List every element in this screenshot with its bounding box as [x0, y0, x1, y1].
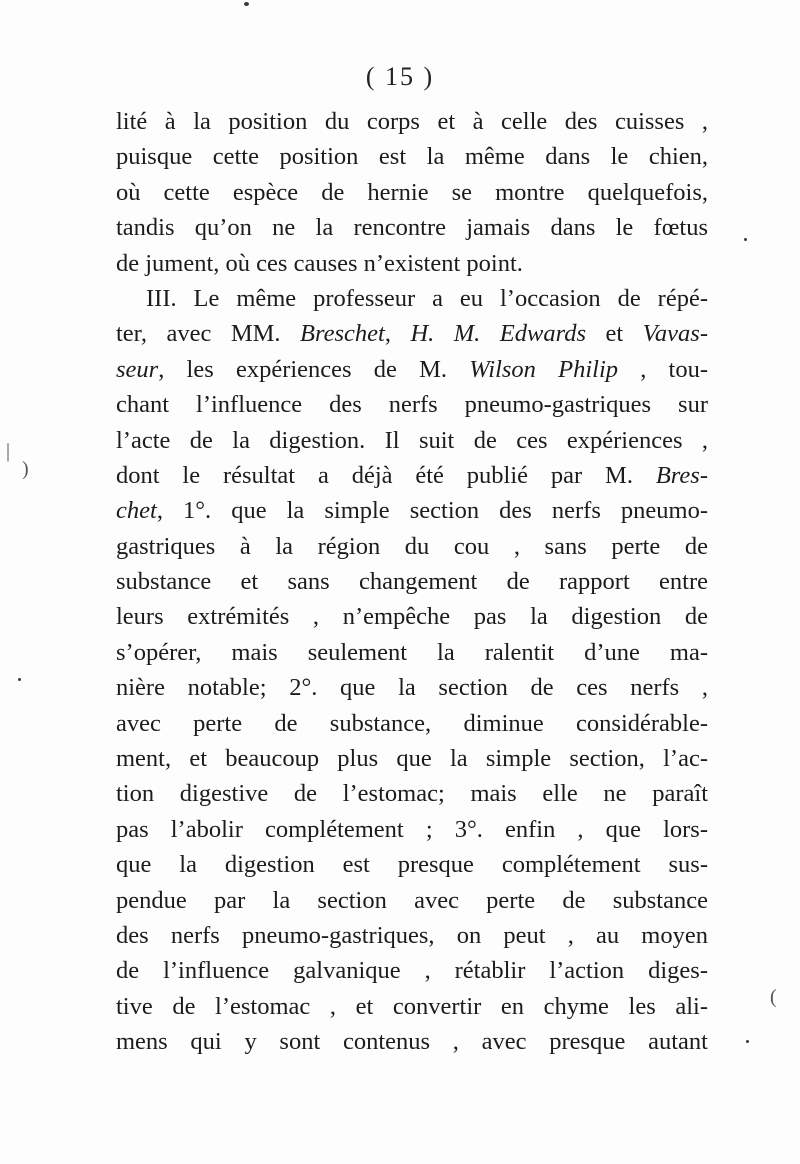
- text-segment: nière notable; 2°. que la section de ces nerfs ,: [116, 674, 708, 702]
- text-segment: l’acte de la digestion. Il suit de ces expériences ,: [116, 426, 708, 454]
- italic-name: Wilson Philip: [469, 355, 619, 383]
- text-segment: avec perte de substance, diminue considérable-: [116, 709, 708, 737]
- text-segment: ter, avec MM.: [116, 320, 301, 348]
- text-line: [116, 104, 708, 139]
- text-segment: où cette espèce de hernie se montre quelquefois,: [116, 178, 708, 206]
- text-segment: de l’influence galvanique , rétablir l’action diges-: [116, 957, 708, 985]
- scan-speck: [18, 678, 21, 681]
- text-segment: lité à la position du corps et à celle des cuisses ,: [116, 108, 708, 135]
- margin-mark: ): [22, 458, 29, 480]
- text-segment: s’opérer, mais seulement la ralentit d’une ma-: [116, 638, 708, 666]
- text-segment: de jument, où ces causes n’existent point.: [116, 249, 523, 277]
- body-text: [116, 104, 708, 1060]
- text-segment: , les expériences de M.: [158, 355, 470, 383]
- text-line: [116, 316, 708, 351]
- italic-name: seur: [116, 355, 159, 383]
- text-segment: que la digestion est presque complétement sus-: [116, 851, 708, 879]
- italic-name: Breschet: [300, 320, 385, 348]
- text-line: [116, 175, 708, 210]
- text-segment: mens qui y sont contenus , avec presque autant: [116, 1028, 708, 1056]
- text-line: [116, 529, 708, 564]
- text-segment: , tou-: [618, 355, 709, 383]
- text-segment: tive de l’estomac , et convertir en chyme les ali-: [116, 992, 708, 1020]
- text-segment: substance et sans changement de rapport entre: [116, 568, 708, 596]
- text-line: [116, 246, 708, 281]
- text-segment: , 1°. que la simple section des nerfs pneumo-: [156, 497, 708, 525]
- italic-name: chet: [116, 497, 157, 525]
- text-segment: ,: [384, 320, 411, 348]
- text-line: [116, 1024, 708, 1059]
- scan-speck: [746, 1040, 749, 1043]
- text-line: [116, 210, 708, 245]
- text-segment: puisque cette position est la même dans le chien,: [116, 143, 708, 171]
- text-line: [116, 918, 708, 953]
- text-segment: des nerfs pneumo-gastriques, on peut , au moyen: [116, 921, 708, 949]
- text-line: [116, 883, 708, 918]
- text-line: [116, 423, 708, 458]
- text-line: [116, 847, 708, 882]
- text-line: [116, 741, 708, 776]
- text-line: [116, 599, 708, 634]
- text-line: [116, 953, 708, 988]
- scan-speck: [744, 238, 747, 241]
- text-line: [116, 352, 708, 387]
- text-line: [116, 706, 708, 741]
- text-line: [116, 776, 708, 811]
- italic-name: H. M. Edwards: [410, 320, 586, 348]
- text-line: [116, 387, 708, 422]
- text-segment: chant l’influence des nerfs pneumo-gastriques sur: [116, 391, 708, 419]
- text-segment: tion digestive de l’estomac; mais elle ne paraît: [116, 780, 708, 808]
- text-line: [116, 635, 708, 670]
- text-line: [116, 812, 708, 847]
- text-line: [116, 139, 708, 174]
- text-line: [116, 281, 708, 316]
- margin-mark: (: [770, 986, 777, 1008]
- page-number: ( 15 ): [365, 62, 435, 91]
- text-segment: dont le résultat a déjà été publié par M.: [116, 461, 656, 489]
- text-segment: III. Le même professeur a eu l’occasion de répé-: [146, 284, 708, 312]
- text-line: [116, 989, 708, 1024]
- text-segment: leurs extrémités , n’empêche pas la digestion de: [116, 603, 708, 631]
- text-segment: tandis qu’on ne la rencontre jamais dans le fœtus: [116, 214, 708, 242]
- text-segment: ment, et beaucoup plus que la simple section, l’ac-: [116, 745, 708, 773]
- text-line: [116, 458, 708, 493]
- text-segment: gastriques à la région du cou , sans perte de: [116, 532, 708, 560]
- text-line: [116, 670, 708, 705]
- text-segment: pas l’abolir complétement ; 3°. enfin , que lors-: [116, 815, 708, 843]
- text-line: [116, 493, 708, 528]
- text-segment: et: [586, 320, 643, 348]
- scan-speck: [244, 2, 249, 6]
- text-segment: pendue par la section avec perte de substance: [116, 886, 708, 914]
- italic-name: Bres-: [655, 461, 708, 489]
- text-line: [116, 564, 708, 599]
- margin-mark: |: [6, 440, 11, 462]
- italic-name: Vavas-: [642, 320, 708, 348]
